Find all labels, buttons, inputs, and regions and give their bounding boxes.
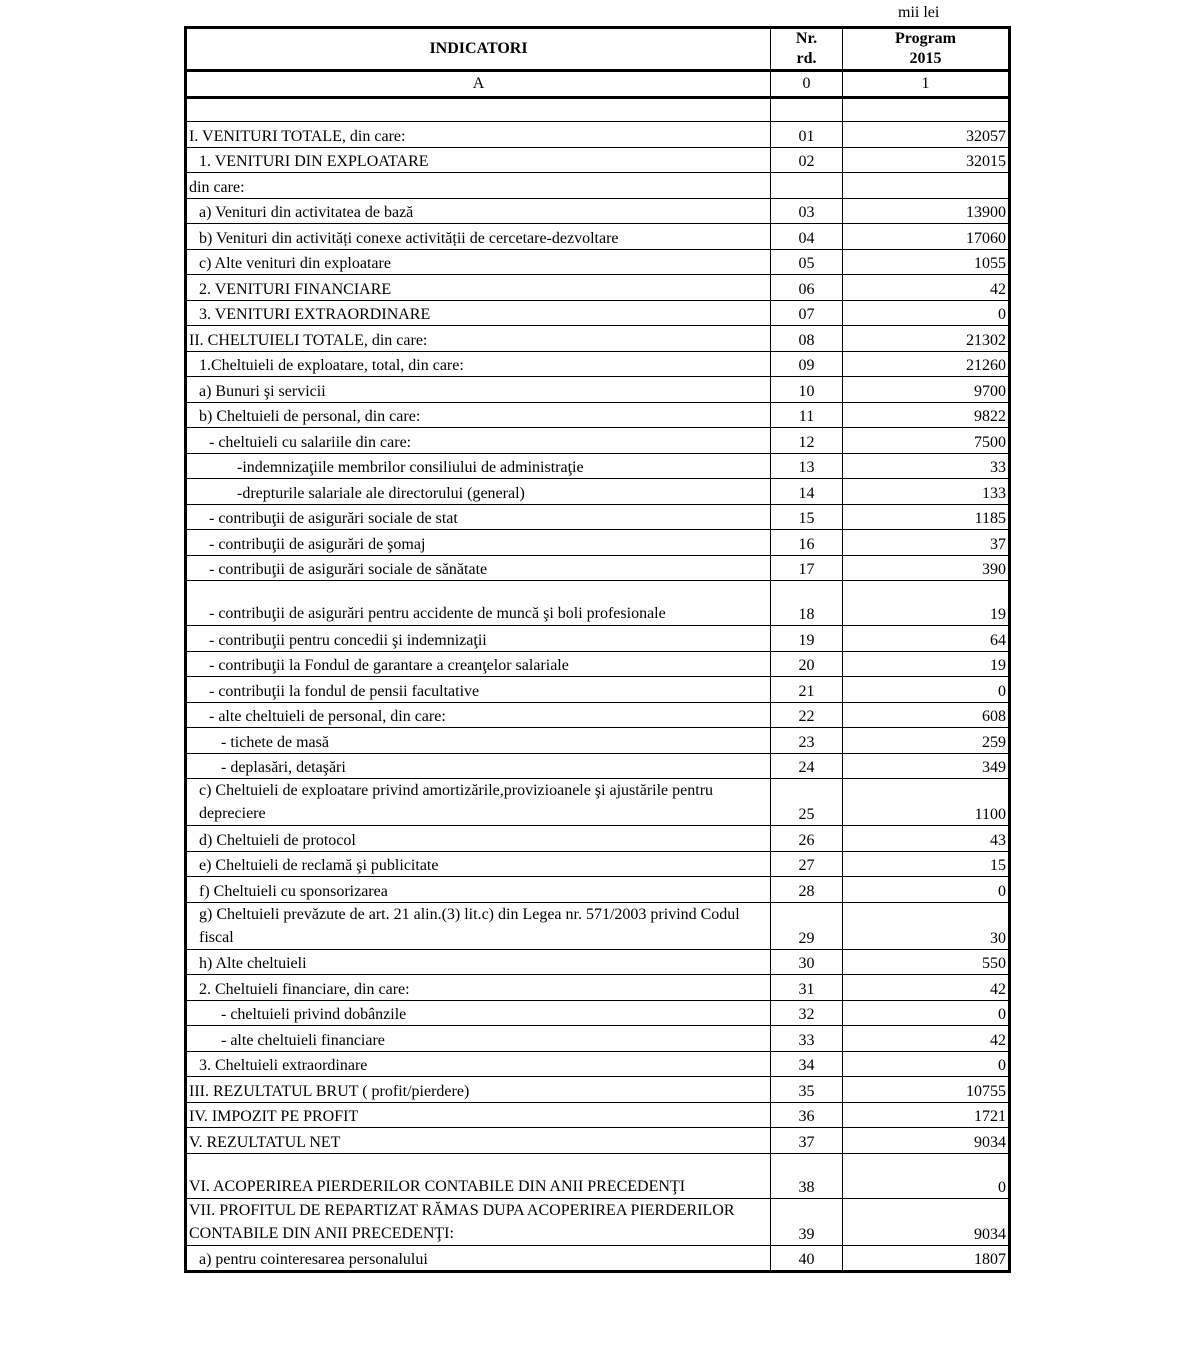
indicator-cell: 1.Cheltuieli de exploatare, total, din care: <box>186 351 771 377</box>
program-value-cell: 21302 <box>843 326 1010 352</box>
row-number-cell: 34 <box>771 1051 843 1077</box>
table-row <box>186 1102 1010 1128</box>
table-row <box>186 1051 1010 1077</box>
indicator-cell: b) Venituri din activități conexe activității de cercetare-dezvoltare <box>186 224 771 250</box>
table-row <box>186 779 1010 826</box>
table-row <box>186 530 1010 556</box>
row-number-cell: 03 <box>771 198 843 224</box>
indicator-cell: - contribuţii de asigurări sociale de sănătate <box>186 555 771 581</box>
table-row <box>186 504 1010 530</box>
indicator-cell: - contribuţii la Fondul de garantare a creanţelor salariale <box>186 651 771 677</box>
row-number-cell: 14 <box>771 479 843 505</box>
indicator-cell: IV. IMPOZIT PE PROFIT <box>186 1102 771 1128</box>
program-value-cell: 9034 <box>843 1198 1010 1245</box>
row-number-cell: 20 <box>771 651 843 677</box>
row-number-cell: 39 <box>771 1198 843 1245</box>
program-value-cell <box>843 173 1010 199</box>
row-number-cell: 24 <box>771 753 843 779</box>
program-value-cell: 7500 <box>843 428 1010 454</box>
program-value-cell: 42 <box>843 275 1010 301</box>
row-number-cell: 30 <box>771 949 843 975</box>
row-number-cell: 13 <box>771 453 843 479</box>
program-value-cell: 64 <box>843 626 1010 652</box>
indicator-cell: VII. PROFITUL DE REPARTIZAT RĂMAS DUPA ACOPERIREA PIERDERILOR CONTABILE DIN ANII PRECEDENŢI: <box>186 1198 771 1245</box>
program-value-cell: 17060 <box>843 224 1010 250</box>
table-row <box>186 224 1010 250</box>
header-program-line1: Program <box>894 30 956 47</box>
indicator-cell: 3. VENITURI EXTRAORDINARE <box>186 300 771 326</box>
row-number-cell: 04 <box>771 224 843 250</box>
table-row <box>186 581 1010 626</box>
table-row <box>186 1000 1010 1026</box>
program-value-cell: 0 <box>843 677 1010 703</box>
program-value-cell: 19 <box>843 651 1010 677</box>
program-value-cell: 1055 <box>843 249 1010 275</box>
indicator-cell: c) Cheltuieli de exploatare privind amortizările,provizioanele şi ajustările pentru depreciere <box>186 779 771 826</box>
program-value-cell: 133 <box>843 479 1010 505</box>
indicator-cell: -indemnizaţiile membrilor consiliului de administraţie <box>186 453 771 479</box>
row-number-cell: 23 <box>771 728 843 754</box>
indicator-cell: 1. VENITURI DIN EXPLOATARE <box>186 147 771 173</box>
program-value-cell: 42 <box>843 975 1010 1001</box>
row-number-cell: 01 <box>771 122 843 148</box>
indicator-cell: g) Cheltuieli prevăzute de art. 21 alin.(3) lit.c) din Legea nr. 571/2003 privind Codul fiscal <box>186 902 771 949</box>
row-number-cell: 29 <box>771 902 843 949</box>
indicator-cell: - alte cheltuieli financiare <box>186 1026 771 1052</box>
program-value-cell: 19 <box>843 581 1010 626</box>
indicator-cell: 3. Cheltuieli extraordinare <box>186 1051 771 1077</box>
indicator-cell: - cheltuieli privind dobânzile <box>186 1000 771 1026</box>
table-row <box>186 728 1010 754</box>
table-row <box>186 1153 1010 1198</box>
table-row <box>186 351 1010 377</box>
header-program <box>843 28 1010 71</box>
program-value-cell: 0 <box>843 1153 1010 1198</box>
program-value-cell: 1185 <box>843 504 1010 530</box>
row-number-cell: 26 <box>771 826 843 852</box>
row-number-cell: 38 <box>771 1153 843 1198</box>
table-row <box>186 826 1010 852</box>
table-row <box>186 975 1010 1001</box>
table-row <box>186 428 1010 454</box>
table-row <box>186 753 1010 779</box>
table-row <box>186 402 1010 428</box>
row-number-cell: 27 <box>771 851 843 877</box>
blank-cell <box>843 98 1010 122</box>
indicator-cell: b) Cheltuieli de personal, din care: <box>186 402 771 428</box>
column-letter-c: 1 <box>843 71 1010 98</box>
program-value-cell: 0 <box>843 1051 1010 1077</box>
table-row <box>186 377 1010 403</box>
row-number-cell: 10 <box>771 377 843 403</box>
indicator-cell: - contribuţii de asigurări de şomaj <box>186 530 771 556</box>
table-row <box>186 300 1010 326</box>
table-row <box>186 949 1010 975</box>
table-row <box>186 702 1010 728</box>
unit-label: mii lei <box>898 4 940 21</box>
row-number-cell: 08 <box>771 326 843 352</box>
indicator-cell: - contribuţii pentru concedii şi indemnizaţii <box>186 626 771 652</box>
row-number-cell: 05 <box>771 249 843 275</box>
row-number-cell: 18 <box>771 581 843 626</box>
program-value-cell: 390 <box>843 555 1010 581</box>
program-value-cell: 0 <box>843 300 1010 326</box>
header-nr-line2: rd. <box>796 50 817 67</box>
row-number-cell: 07 <box>771 300 843 326</box>
table-row <box>186 651 1010 677</box>
indicator-cell: din care: <box>186 173 771 199</box>
row-number-cell: 32 <box>771 1000 843 1026</box>
table-row <box>186 626 1010 652</box>
indicator-cell: f) Cheltuieli cu sponsorizarea <box>186 877 771 903</box>
table-row <box>186 1077 1010 1103</box>
table-row <box>186 677 1010 703</box>
program-value-cell: 9822 <box>843 402 1010 428</box>
indicator-cell: - contribuţii la fondul de pensii facultative <box>186 677 771 703</box>
row-number-cell: 15 <box>771 504 843 530</box>
row-number-cell: 28 <box>771 877 843 903</box>
row-number-cell: 33 <box>771 1026 843 1052</box>
row-number-cell: 25 <box>771 779 843 826</box>
header-program-line2: 2015 <box>909 50 942 67</box>
program-value-cell: 550 <box>843 949 1010 975</box>
row-number-cell: 40 <box>771 1245 843 1272</box>
program-value-cell: 30 <box>843 902 1010 949</box>
indicator-cell: - contribuţii de asigurări pentru accidente de muncă şi boli profesionale <box>186 581 771 626</box>
table-row <box>186 877 1010 903</box>
table-row <box>186 851 1010 877</box>
program-value-cell: 43 <box>843 826 1010 852</box>
indicator-cell: V. REZULTATUL NET <box>186 1128 771 1154</box>
table-row <box>186 1245 1010 1272</box>
row-number-cell: 06 <box>771 275 843 301</box>
indicator-cell: - deplasări, detaşări <box>186 753 771 779</box>
indicator-cell: - alte cheltuieli de personal, din care: <box>186 702 771 728</box>
program-value-cell: 9700 <box>843 377 1010 403</box>
table-row <box>186 1198 1010 1245</box>
program-value-cell: 37 <box>843 530 1010 556</box>
column-letter-b: 0 <box>771 71 843 98</box>
row-number-cell: 11 <box>771 402 843 428</box>
program-value-cell: 1100 <box>843 779 1010 826</box>
indicator-cell: II. CHELTUIELI TOTALE, din care: <box>186 326 771 352</box>
indicator-cell: a) pentru cointeresarea personalului <box>186 1245 771 1272</box>
table-row <box>186 1026 1010 1052</box>
row-number-cell: 31 <box>771 975 843 1001</box>
program-value-cell: 1807 <box>843 1245 1010 1272</box>
program-value-cell: 0 <box>843 1000 1010 1026</box>
program-value-cell: 0 <box>843 877 1010 903</box>
indicator-cell: - cheltuieli cu salariile din care: <box>186 428 771 454</box>
program-value-cell: 13900 <box>843 198 1010 224</box>
row-number-cell: 36 <box>771 1102 843 1128</box>
row-number-cell: 22 <box>771 702 843 728</box>
indicator-cell: c) Alte venituri din exploatare <box>186 249 771 275</box>
column-letters-row <box>186 71 1010 98</box>
indicator-cell: I. VENITURI TOTALE, din care: <box>186 122 771 148</box>
table-row <box>186 453 1010 479</box>
table-row <box>186 122 1010 148</box>
table-row <box>186 902 1010 949</box>
program-value-cell: 259 <box>843 728 1010 754</box>
table-row <box>186 1128 1010 1154</box>
row-number-cell <box>771 173 843 199</box>
row-number-cell: 21 <box>771 677 843 703</box>
program-value-cell: 21260 <box>843 351 1010 377</box>
program-value-cell: 15 <box>843 851 1010 877</box>
indicator-cell: h) Alte cheltuieli <box>186 949 771 975</box>
program-value-cell: 1721 <box>843 1102 1010 1128</box>
program-value-cell: 608 <box>843 702 1010 728</box>
indicator-cell: a) Bunuri şi servicii <box>186 377 771 403</box>
indicator-cell: III. REZULTATUL BRUT ( profit/pierdere) <box>186 1077 771 1103</box>
column-letter-a: A <box>186 71 771 98</box>
indicator-cell: 2. VENITURI FINANCIARE <box>186 275 771 301</box>
table-row <box>186 198 1010 224</box>
row-number-cell: 12 <box>771 428 843 454</box>
indicator-cell: VI. ACOPERIREA PIERDERILOR CONTABILE DIN ANII PRECEDENŢI <box>186 1153 771 1198</box>
table-header <box>186 28 1010 71</box>
table-row <box>186 147 1010 173</box>
row-number-cell: 02 <box>771 147 843 173</box>
indicator-cell: 2. Cheltuieli financiare, din care: <box>186 975 771 1001</box>
program-value-cell: 32015 <box>843 147 1010 173</box>
table-row <box>186 555 1010 581</box>
row-number-cell: 19 <box>771 626 843 652</box>
program-value-cell: 32057 <box>843 122 1010 148</box>
indicator-cell: d) Cheltuieli de protocol <box>186 826 771 852</box>
row-number-cell: 17 <box>771 555 843 581</box>
program-value-cell: 10755 <box>843 1077 1010 1103</box>
table-row <box>186 479 1010 505</box>
program-value-cell: 42 <box>843 1026 1010 1052</box>
header-nr-line1: Nr. <box>795 30 818 47</box>
indicator-cell: e) Cheltuieli de reclamă şi publicitate <box>186 851 771 877</box>
table-row <box>186 173 1010 199</box>
blank-cell <box>771 98 843 122</box>
blank-row <box>186 98 1010 122</box>
header-indicator: INDICATORI <box>186 28 771 71</box>
indicator-cell: a) Venituri din activitatea de bază <box>186 198 771 224</box>
indicator-cell: -drepturile salariale ale directorului (general) <box>186 479 771 505</box>
header-row-number <box>771 28 843 71</box>
row-number-cell: 37 <box>771 1128 843 1154</box>
program-value-cell: 9034 <box>843 1128 1010 1154</box>
program-value-cell: 349 <box>843 753 1010 779</box>
financial-table <box>184 26 1011 1273</box>
table-row <box>186 275 1010 301</box>
row-number-cell: 09 <box>771 351 843 377</box>
indicator-cell: - contribuţii de asigurări sociale de stat <box>186 504 771 530</box>
table-row <box>186 249 1010 275</box>
table-row <box>186 326 1010 352</box>
indicator-cell: - tichete de masă <box>186 728 771 754</box>
program-value-cell: 33 <box>843 453 1010 479</box>
row-number-cell: 16 <box>771 530 843 556</box>
row-number-cell: 35 <box>771 1077 843 1103</box>
blank-cell <box>186 98 771 122</box>
